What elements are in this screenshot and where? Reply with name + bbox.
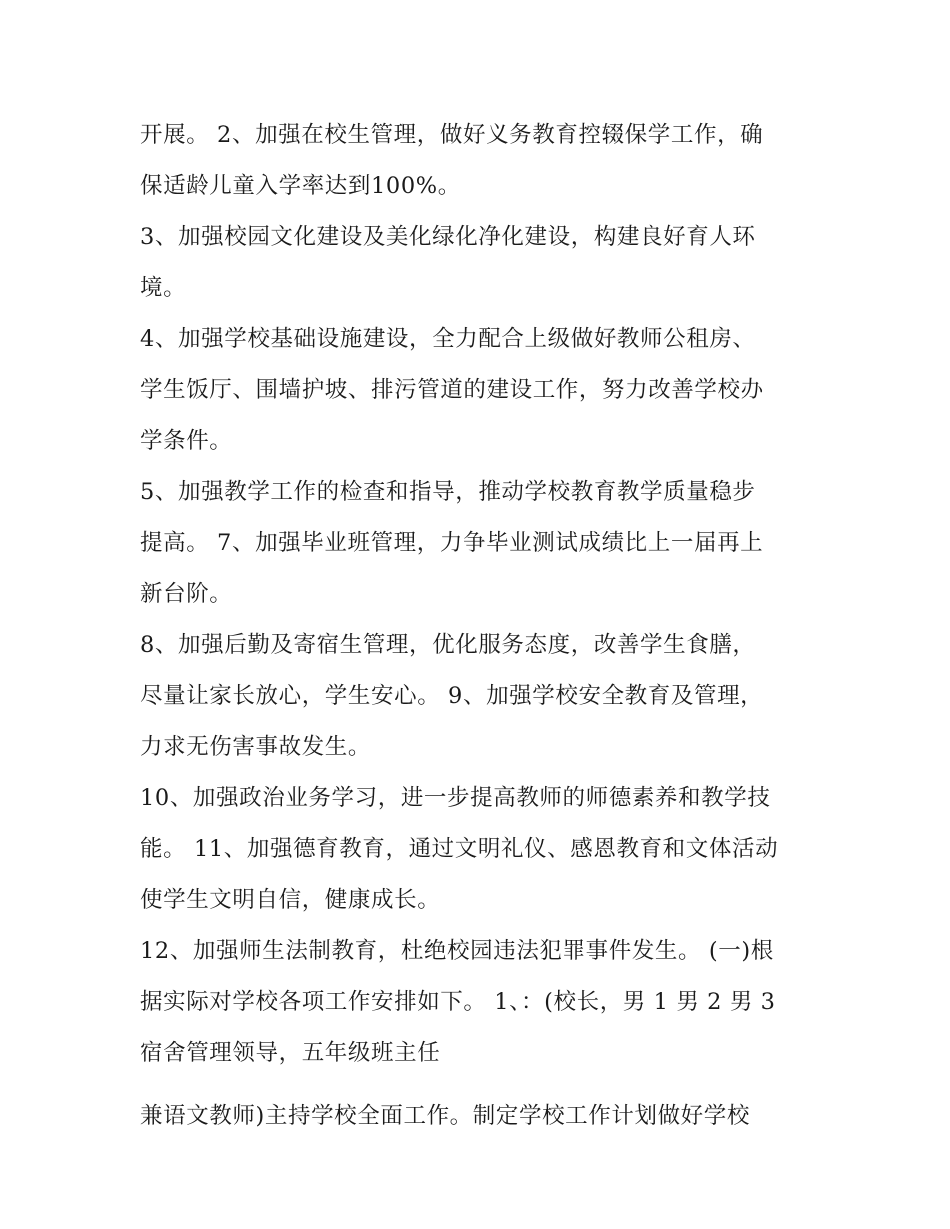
text-line: 宿舍管理领导，五年级班主任 <box>140 1040 441 1066</box>
text-line: 学条件。 <box>140 428 233 454</box>
text-line: 兼语文教师)主持学校全面工作。制定学校工作计划做好学校 <box>140 1103 750 1129</box>
text-line: 提高。 7、加强毕业班管理，力争毕业测试成绩比上一届再上 <box>140 530 764 556</box>
text-line: 据实际对学校各项工作安排如下。 1、：(校长，男 1 男 2 男 3 <box>140 989 776 1015</box>
text-line: 力求无伤害事故发生。 <box>140 734 372 760</box>
text-line: 能。 11、加强德育教育，通过文明礼仪、感恩教育和文体活动 <box>140 836 779 862</box>
text-line: 3、加强校园文化建设及美化绿化净化建设，构建良好育人环 <box>140 224 756 250</box>
text-line: 4、加强学校基础设施建设，全力配合上级做好教师公租房、 <box>140 326 756 352</box>
text-line: 5、加强教学工作的检查和指导，推动学校教育教学质量稳步 <box>140 479 756 505</box>
text-line: 开展。 2、加强在校生管理，做好义务教育控辍保学工作，确 <box>140 122 764 148</box>
text-line: 尽量让家长放心，学生安心。 9、加强学校安全教育及管理， <box>140 683 764 709</box>
text-line: 新台阶。 <box>140 581 233 607</box>
text-line: 12、加强师生法制教育，杜绝校园违法犯罪事件发生。 (一)根 <box>140 938 774 964</box>
text-line: 境。 <box>140 275 187 301</box>
document-body <box>140 110 830 1142</box>
text-line: 8、加强后勤及寄宿生管理，优化服务态度，改善学生食膳， <box>140 632 756 658</box>
text-line: 保适龄儿童入学率达到100%。 <box>140 173 461 199</box>
text-line: 使学生文明自信，健康成长。 <box>140 887 441 913</box>
text-line: 10、加强政治业务学习，进一步提高教师的师德素养和教学技 <box>140 785 771 811</box>
text-line: 学生饭厅、围墙护坡、排污管道的建设工作，努力改善学校办 <box>140 377 764 403</box>
